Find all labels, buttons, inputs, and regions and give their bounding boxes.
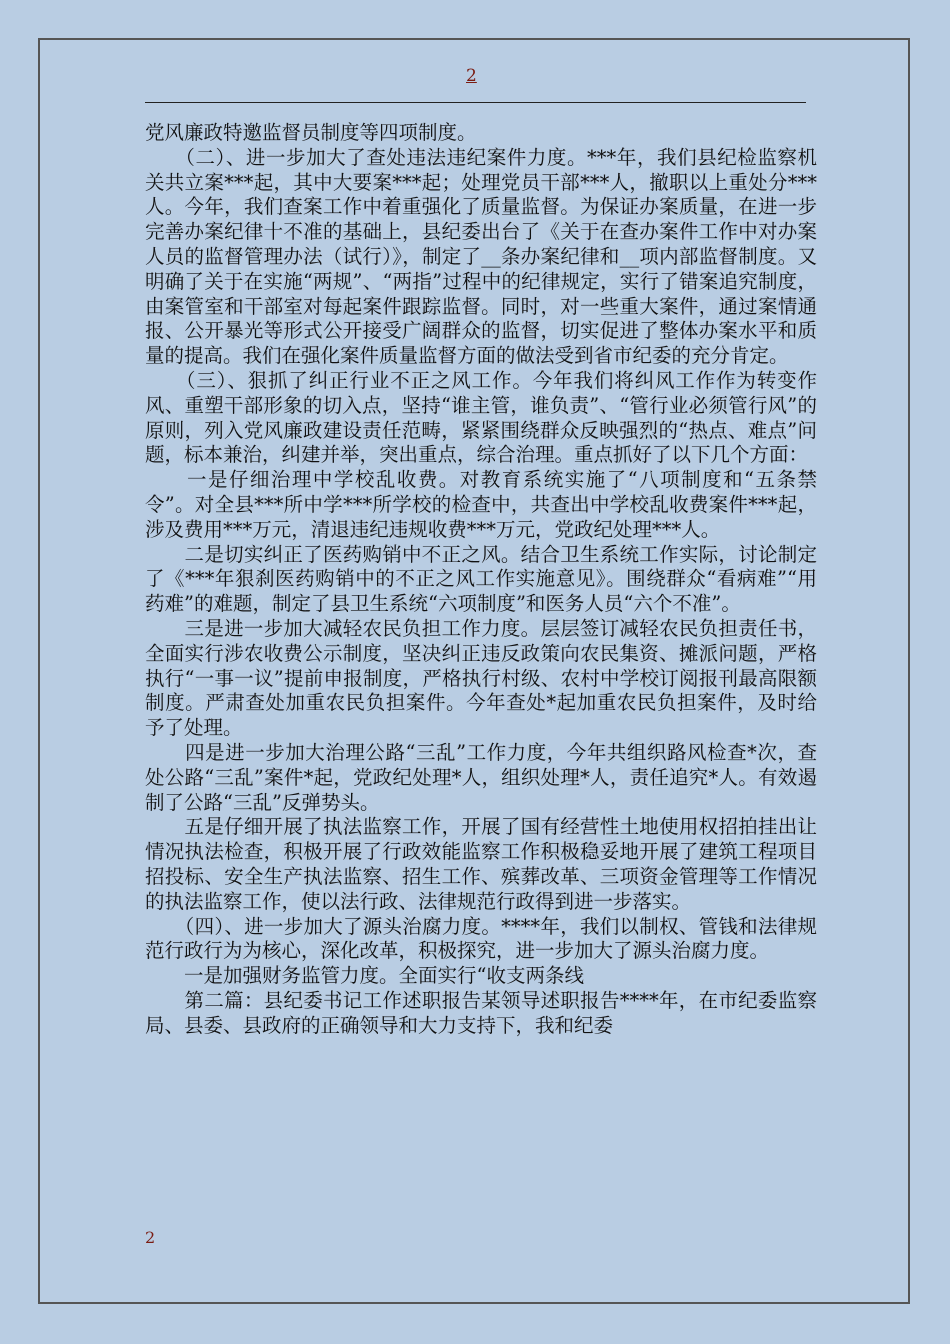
- paragraph: 五是仔细开展了执法监察工作，开展了国有经营性土地使用权招拍挂出让情况执法检查，积极开展了行政效能监察工作积极稳妥地开展了建筑工程项目招投标、安全生产执法监察、招生工作、殡葬改革、三项资金管理等工作情况的执法监察工作，使以法行政、法律规范行政得到进一步落实。: [145, 815, 817, 913]
- paragraph: （三）、狠抓了纠正行业不正之风工作。今年我们将纠风工作作为转变作风、重塑干部形象的切入点，坚持“谁主管，谁负责”、“管行业必须管行风”的原则，列入党风廉政建设责任范畴，紧紧围绕群众反映强烈的“热点、难点”问题，标本兼治，纠建并举，突出重点，综合治理。重点抓好了以下几个方面：: [145, 368, 817, 467]
- header-divider: [145, 102, 806, 103]
- paragraph: 一是加强财务监管力度。全面实行“收支两条线: [145, 964, 584, 988]
- paragraph: 二是切实纠正了医药购销中不正之风。结合卫生系统工作实际，讨论制定了《***年狠刹医药购销中的不正之风工作实施意见》。围绕群众“看病难”“用药难”的难题，制定了县卫生系统“六项制度”和医务人员“六个不准”。: [145, 542, 817, 616]
- paragraph: 四是进一步加大治理公路“三乱”工作力度，今年共组织路风检查*次，查处公路“三乱”案件*起，党政纪处理*人，组织处理*人，责任追究*人。有效遏制了公路“三乱”反弹势头。: [145, 740, 817, 814]
- paragraph: （二）、进一步加大了查处违法违纪案件力度。***年，我们县纪检监察机关共立案***起，其中大要案***起；处理党员干部***人，撤职以上重处分***人。今年，我们查案工作中着重强化了质量监督。为保证办案质量，在进一步完善办案纪律十不准的基础上，县纪委出台了《关于在查办案件工作中对办案人员的监督管理办法（试行）》，制定了__条办案纪律和__项内部监督制度。又明确了关于在实施“两规”、“两指”过程中的纪律规定，实行了错案追究制度，由案管室和干部室对每起案件跟踪监督。同时，对一些重大案件，通过案情通报、公开暴光等形式公开接受广阔群众的监督，切实促进了整体办案水平和质量的提高。我们在强化案件质量监督方面的做法受到省市纪委的充分肯定。: [145, 145, 817, 368]
- paragraph: 三是进一步加大减轻农民负担工作力度。层层签订减轻农民负担责任书，全面实行涉农收费公示制度，坚决纠正违反政策向农民集资、摊派问题，严格执行“一事一议”提前申报制度，严格执行村级、农村中学校订阅报刊最高限额制度。严肃查处加重农民负担案件。今年查处*起加重农民负担案件，及时给予了处理。: [145, 616, 817, 740]
- paragraph: 第二篇：县纪委书记工作述职报告某领导述职报告****年，在市纪委监察局、县委、县政府的正确领导和大力支持下，我和纪委: [145, 988, 817, 1037]
- paragraph: （四）、进一步加大了源头治腐力度。****年，我们以制权、管钱和法律规范行政行为为核心，深化改革，积极探究，进一步加大了源头治腐力度。: [145, 914, 817, 963]
- header-page-number: 2: [466, 66, 477, 86]
- document-body: [145, 121, 817, 1038]
- paragraph: 党风廉政特邀监督员制度等四项制度。: [145, 121, 477, 144]
- footer-page-number: 2: [145, 1228, 156, 1247]
- paragraph: 一是仔细治理中学校乱收费。对教育系统实施了“八项制度和“五条禁令”。对全县***所中学***所学校的检查中，共查出中学校乱收费案件***起，涉及费用***万元，清退违纪违规收费***万元，党政纪处理***人。: [145, 468, 817, 541]
